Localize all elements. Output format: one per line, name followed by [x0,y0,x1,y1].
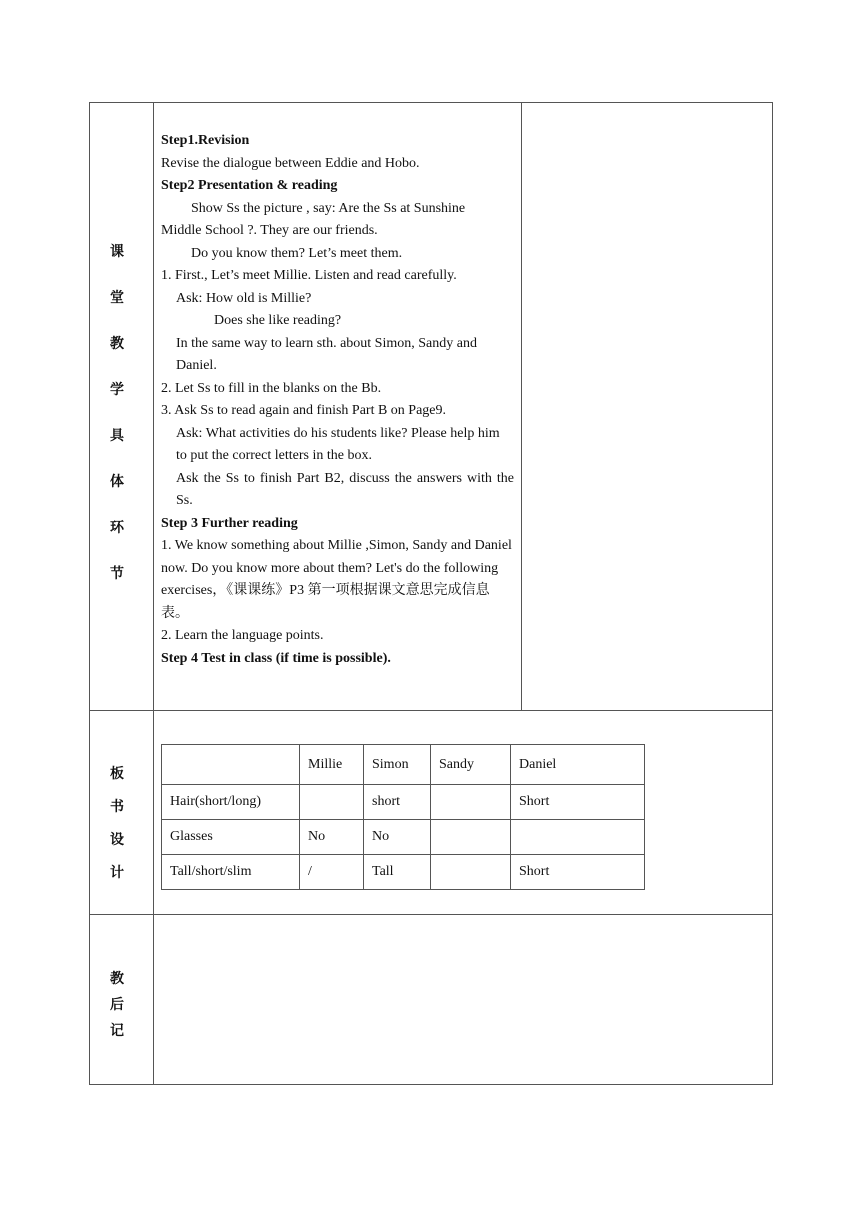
board-design-label [108,763,126,882]
label-char: 节 [110,566,124,582]
step2-item-1: 1. First., Let’s meet Millie. Listen and read carefully. [161,268,457,283]
table-cell [511,820,645,855]
step2-line: Show Ss the picture , say: Are the Ss at Sunshine [191,200,466,216]
table-cell: / [300,855,364,890]
ask-line: Ask: What activities do his students like? Please help him to put the correct letters in the box. [176,425,500,463]
table-cell: Short [511,785,645,820]
label-char: 板 [110,766,124,782]
ask-line: Ask: How old is Millie? [176,290,312,306]
table-cell [162,745,300,785]
step4-title: Step 4 Test in class (if time is possible). [161,650,391,666]
table-cell: Hair(short/long) [162,785,300,820]
step1-title: Step1.Revision [161,133,250,148]
same-way-line: In the same way to learn sth. about Simon, Sandy and Daniel. [176,335,477,373]
table-row [162,855,645,890]
label-char: 堂 [110,290,124,306]
table-cell: Sandy [431,745,511,785]
lesson-steps [161,130,514,670]
table-cell [431,785,511,820]
label-char: 后 [110,997,124,1013]
label-char: 教 [110,336,124,352]
step2-line: Middle School ?. They are our friends. [161,223,378,238]
table-cell [431,855,511,890]
table-cell: Tall/short/slim [162,855,300,890]
table-cell: Tall [364,855,431,890]
table-cell: Daniel [511,745,645,785]
table-row [162,785,645,820]
step1-text: Revise the dialogue between Eddie and Hobo. [161,155,420,171]
step3-item-2: 2. Learn the language points. [161,628,324,643]
table-cell [300,785,364,820]
table-row [162,820,645,855]
step3-title: Step 3 Further reading [161,515,298,531]
ask-line: Does she like reading? [214,313,342,328]
step2-item-3: 3. Ask Ss to read again and finish Part B on Page9. [161,403,447,418]
board-design-table [161,744,645,890]
label-char: 计 [110,865,124,881]
table-cell: Millie [300,745,364,785]
table-cell: Glasses [162,820,300,855]
step2-title: Step2 Presentation & reading [161,178,338,193]
step2-item-2: 2. Let Ss to fill in the blanks on the Bb. [161,380,382,396]
table-header-row [162,745,645,785]
ask-line: Ask the Ss to finish Part B2, discuss the answers with the Ss. [176,470,514,508]
label-char: 书 [110,799,124,815]
label-char: 体 [110,474,124,490]
table-cell [431,820,511,855]
step3-item-1: 1. We know something about Millie ,Simon, Sandy and Daniel now. Do you know more about them? Let's do the following exercises，《课课练》P3 第一项根据课文意思完成信息表。 [161,538,512,621]
table-cell: Short [511,855,645,890]
label-char: 教 [110,971,124,987]
table-cell: short [364,785,431,820]
label-char: 课 [110,244,124,260]
label-char: 记 [110,1023,124,1039]
step2-line: Do you know them? Let’s meet them. [191,245,403,261]
reflection-content-cell [153,914,773,1085]
classroom-steps-label [108,241,126,583]
label-char: 环 [110,520,124,536]
table-cell: No [300,820,364,855]
steps-notes-cell [521,102,773,711]
label-char: 具 [110,428,124,444]
reflection-label [108,968,126,1040]
label-char: 学 [110,382,124,398]
table-cell: Simon [364,745,431,785]
table-cell: No [364,820,431,855]
label-char: 设 [110,832,124,848]
